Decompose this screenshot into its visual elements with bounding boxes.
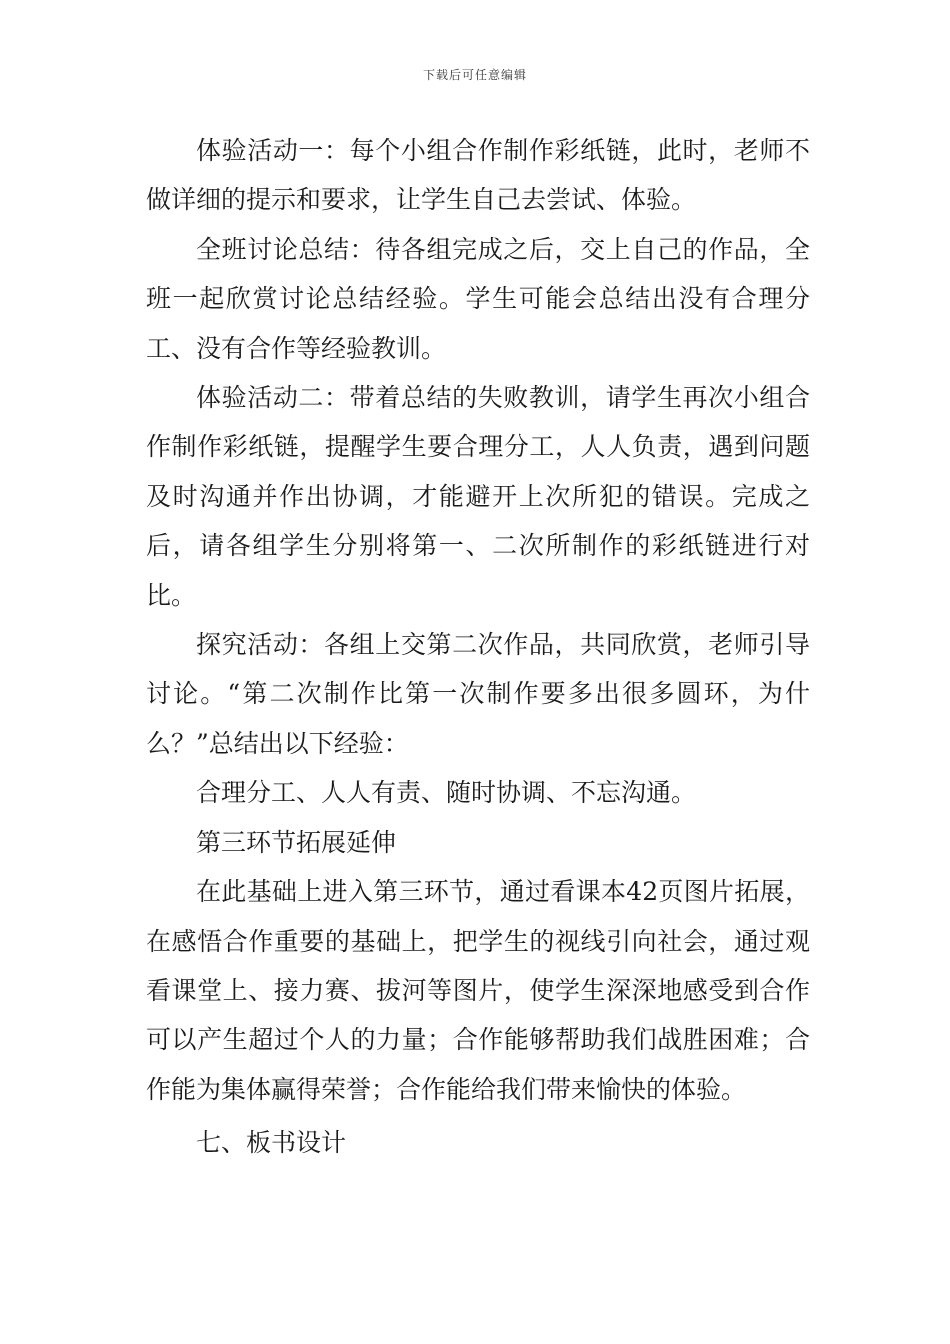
paragraph-activity-one: 体验活动一：每个小组合作制作彩纸链，此时，老师不做详细的提示和要求，让学生自己去尝试、体验。 [146, 136, 810, 215]
paragraph-inquiry-activity: 探究活动：各组上交第二次作品，共同欣赏，老师引导讨论。“第二次制作比第一次制作要多出很多圆环，为什么？”总结出以下经验： [146, 630, 810, 758]
section-heading-board-design: 七、板书设计 [196, 1128, 347, 1158]
document-body [146, 126, 810, 1168]
section-heading-extension: 第三环节拓展延伸 [196, 827, 397, 857]
paragraph-class-discussion: 全班讨论总结：待各组完成之后，交上自己的作品，全班一起欣赏讨论总结经验。学生可能会总结出没有合理分工、没有合作等经验教训。 [146, 234, 810, 363]
paragraph-experience-summary: 合理分工、人人有责、随时协调、不忘沟通。 [196, 778, 697, 808]
paragraph-extension: 在此基础上进入第三环节，通过看课本42页图片拓展，在感悟合作重要的基础上，把学生的视线引向社会，通过观看课堂上、接力赛、拔河等图片，使学生深深地感受到合作可以产生超过个人的力量；合作能够帮助我们战胜困难；合作能为集体赢得荣誉；合作能给我们带来愉快的体验。 [146, 877, 810, 1104]
paragraph-activity-two: 体验活动二：带着总结的失败教训，请学生再次小组合作制作彩纸链，提醒学生要合理分工，人人负责，遇到问题及时沟通并作出协调，才能避开上次所犯的错误。完成之后，请各组学生分别将第一、二次所制作的彩纸链进行对比。 [146, 383, 810, 610]
header-note: 下载后可任意编辑 [422, 68, 527, 82]
